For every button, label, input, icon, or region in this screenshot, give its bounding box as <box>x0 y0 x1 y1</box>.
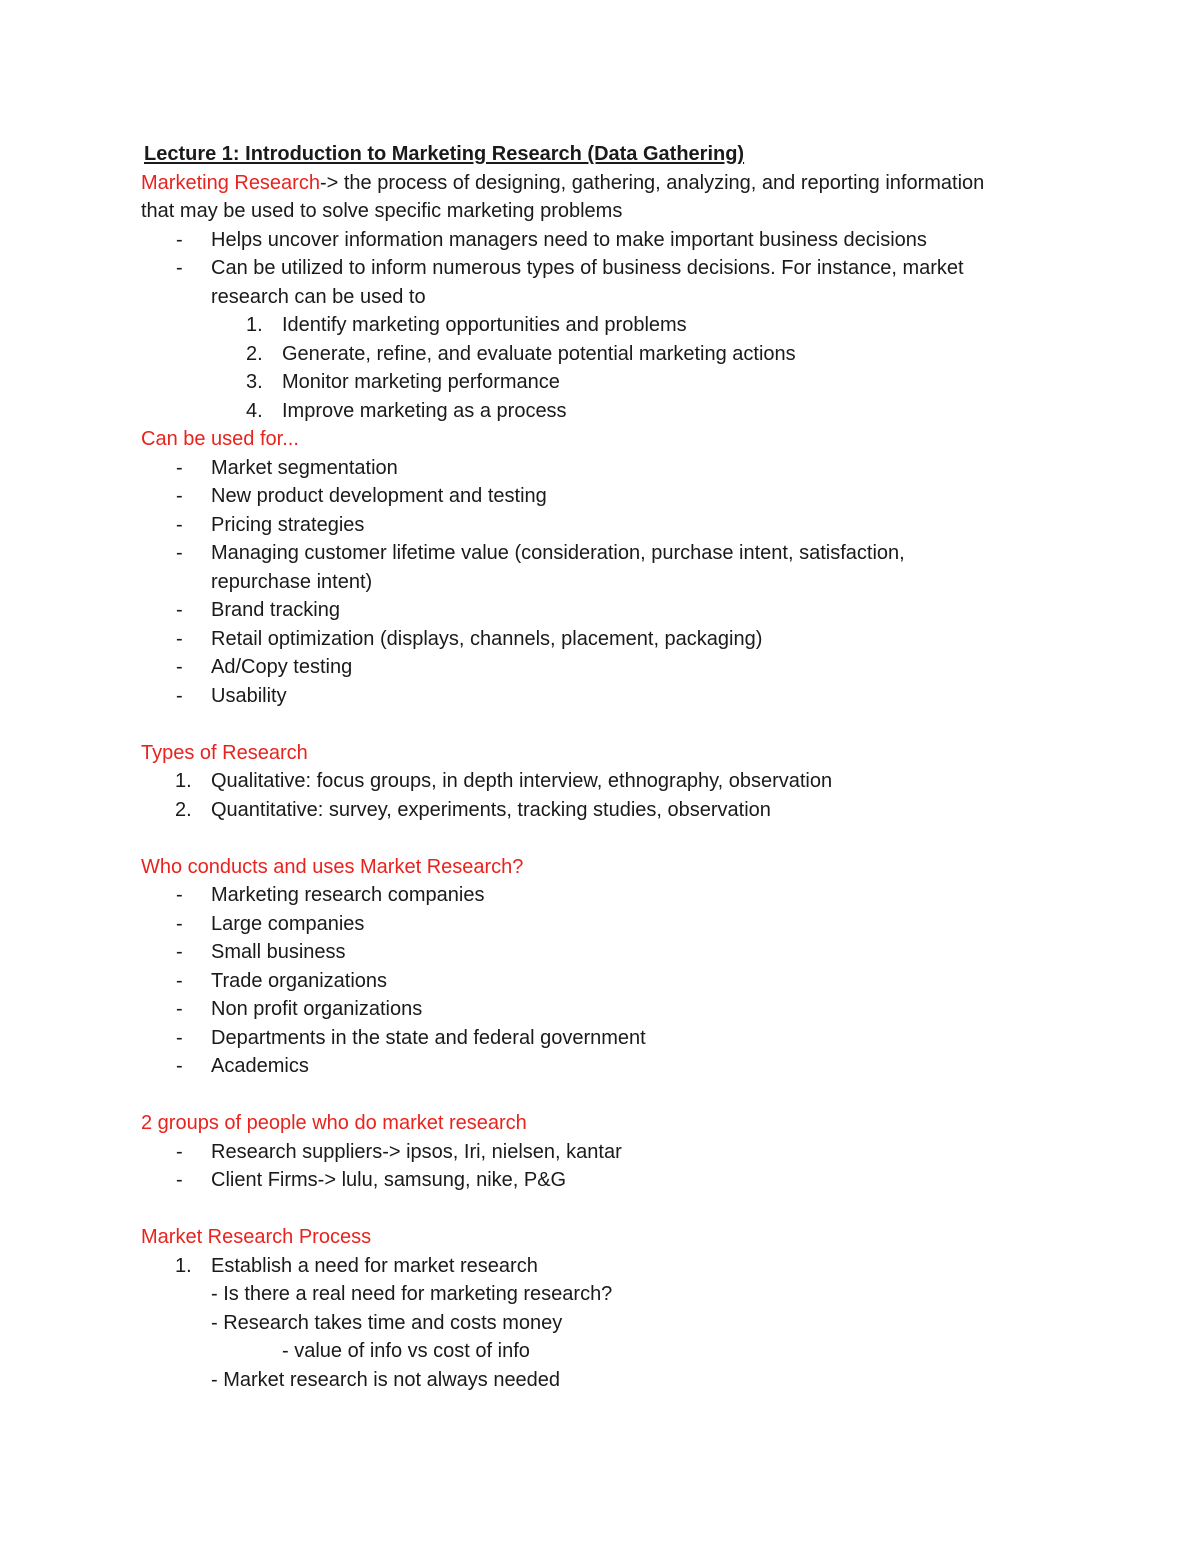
dash-marker: - <box>176 627 183 650</box>
list-item <box>141 539 1061 568</box>
numbered-item-text: Qualitative: focus groups, in depth interview, ethnography, observation <box>211 770 833 792</box>
list-item-continuation: repurchase intent) <box>211 570 373 593</box>
numbered-item <box>141 397 1061 426</box>
list-item-text: Departments in the state and federal government <box>211 1026 646 1049</box>
document-page <box>141 140 1061 1394</box>
dash-marker: - <box>176 485 183 507</box>
list-item <box>141 625 1061 654</box>
numbered-item <box>141 1252 1061 1281</box>
list-item <box>141 995 1061 1024</box>
dash-marker: - <box>176 684 183 707</box>
list-item <box>141 596 1061 625</box>
dash-marker: - <box>176 1140 183 1163</box>
list-item-text: New product development and testing <box>211 485 547 507</box>
numbered-item-text: Quantitative: survey, experiments, tracking studies, observation <box>211 798 771 821</box>
spacer <box>141 1195 1061 1224</box>
numbered-item <box>141 340 1061 369</box>
list-item <box>141 254 1061 283</box>
list-item <box>141 1166 1061 1195</box>
list-item-text: Marketing research companies <box>211 884 485 906</box>
document-title: Lecture 1: Introduction to Marketing Research (Data Gathering) <box>144 143 745 165</box>
dash-marker: - <box>176 513 183 536</box>
list-item-continuation: research can be used to <box>211 285 426 308</box>
list-item-text: Usability <box>211 684 287 707</box>
dash-marker: - <box>176 1055 183 1077</box>
definition-text-1: -> the process of designing, gathering, analyzing, and reporting information <box>319 171 985 194</box>
numbered-item-text: Establish a need for market research <box>211 1254 538 1277</box>
list-item-text: Market segmentation <box>211 456 398 479</box>
sub-item: - Market research is not always needed <box>211 1368 561 1391</box>
numbered-item <box>141 767 1061 796</box>
dash-marker: - <box>176 884 183 906</box>
number-marker: 2. <box>246 342 263 365</box>
list-item-text: Ad/Copy testing <box>211 656 353 678</box>
dash-marker: - <box>176 456 183 479</box>
list-item <box>141 226 1061 255</box>
list-item-text: Non profit organizations <box>211 998 423 1020</box>
list-item-text: Large companies <box>211 912 365 935</box>
list-item-text: Managing customer lifetime value (consideration, purchase intent, satisfaction, <box>211 542 905 564</box>
spacer <box>141 710 1061 739</box>
section-heading-groups: 2 groups of people who do market research <box>141 1112 527 1134</box>
list-item <box>141 967 1061 996</box>
section-heading-process: Market Research Process <box>141 1226 372 1248</box>
dash-marker: - <box>176 969 183 992</box>
list-item-text: Small business <box>211 941 346 963</box>
list-item <box>141 1052 1061 1081</box>
dash-marker: - <box>176 656 183 678</box>
section-heading-who: Who conducts and uses Market Research? <box>141 855 524 878</box>
sub-sub-item: - value of info vs cost of info <box>282 1340 530 1362</box>
section-heading-types: Types of Research <box>141 741 308 764</box>
definition-line-1 <box>141 169 1061 198</box>
number-marker: 1. <box>246 314 263 336</box>
number-marker: 1. <box>175 770 192 792</box>
list-item-text: Pricing strategies <box>211 513 365 536</box>
list-item-text: Client Firms-> lulu, samsung, nike, P&G <box>211 1169 567 1191</box>
number-marker: 3. <box>246 371 263 393</box>
dash-marker: - <box>176 941 183 963</box>
number-marker: 1. <box>175 1254 192 1277</box>
list-item-text: Retail optimization (displays, channels, placement, packaging) <box>211 627 763 650</box>
dash-marker: - <box>176 228 183 251</box>
list-item <box>141 910 1061 939</box>
dash-marker: - <box>176 257 183 279</box>
sub-item: - Research takes time and costs money <box>211 1311 563 1334</box>
numbered-item <box>141 796 1061 825</box>
spacer <box>141 824 1061 853</box>
list-item-text: Brand tracking <box>211 599 340 621</box>
number-marker: 4. <box>246 399 263 422</box>
sub-item: - Is there a real need for marketing research? <box>211 1283 613 1305</box>
number-marker: 2. <box>175 798 192 821</box>
list-item-text: Helps uncover information managers need to make important business decisions <box>211 228 927 251</box>
numbered-item <box>141 368 1061 397</box>
numbered-item-text: Generate, refine, and evaluate potential marketing actions <box>282 342 796 365</box>
dash-marker: - <box>176 542 183 564</box>
list-item <box>141 511 1061 540</box>
list-item <box>141 881 1061 910</box>
list-item-text: Trade organizations <box>211 969 388 992</box>
list-item <box>141 682 1061 711</box>
definition-text-2: that may be used to solve specific marketing problems <box>141 200 623 222</box>
spacer <box>141 1081 1061 1110</box>
section-heading-uses: Can be used for... <box>141 428 299 450</box>
list-item-text: Can be utilized to inform numerous types of business decisions. For instance, market <box>211 257 964 279</box>
list-item-text: Academics <box>211 1055 309 1077</box>
numbered-item-text: Identify marketing opportunities and problems <box>282 314 687 336</box>
list-item <box>141 482 1061 511</box>
list-item <box>141 1024 1061 1053</box>
list-item-text: Research suppliers-> ipsos, Iri, nielsen, kantar <box>211 1140 622 1163</box>
dash-marker: - <box>176 998 183 1020</box>
list-item <box>141 938 1061 967</box>
numbered-item <box>141 311 1061 340</box>
list-item <box>141 1138 1061 1167</box>
numbered-item-text: Improve marketing as a process <box>282 399 567 422</box>
definition-term: Marketing Research <box>141 171 320 194</box>
list-item <box>141 653 1061 682</box>
dash-marker: - <box>176 912 183 935</box>
dash-marker: - <box>176 599 183 621</box>
dash-marker: - <box>176 1169 183 1191</box>
list-item <box>141 454 1061 483</box>
numbered-item-text: Monitor marketing performance <box>282 371 560 393</box>
dash-marker: - <box>176 1026 183 1049</box>
